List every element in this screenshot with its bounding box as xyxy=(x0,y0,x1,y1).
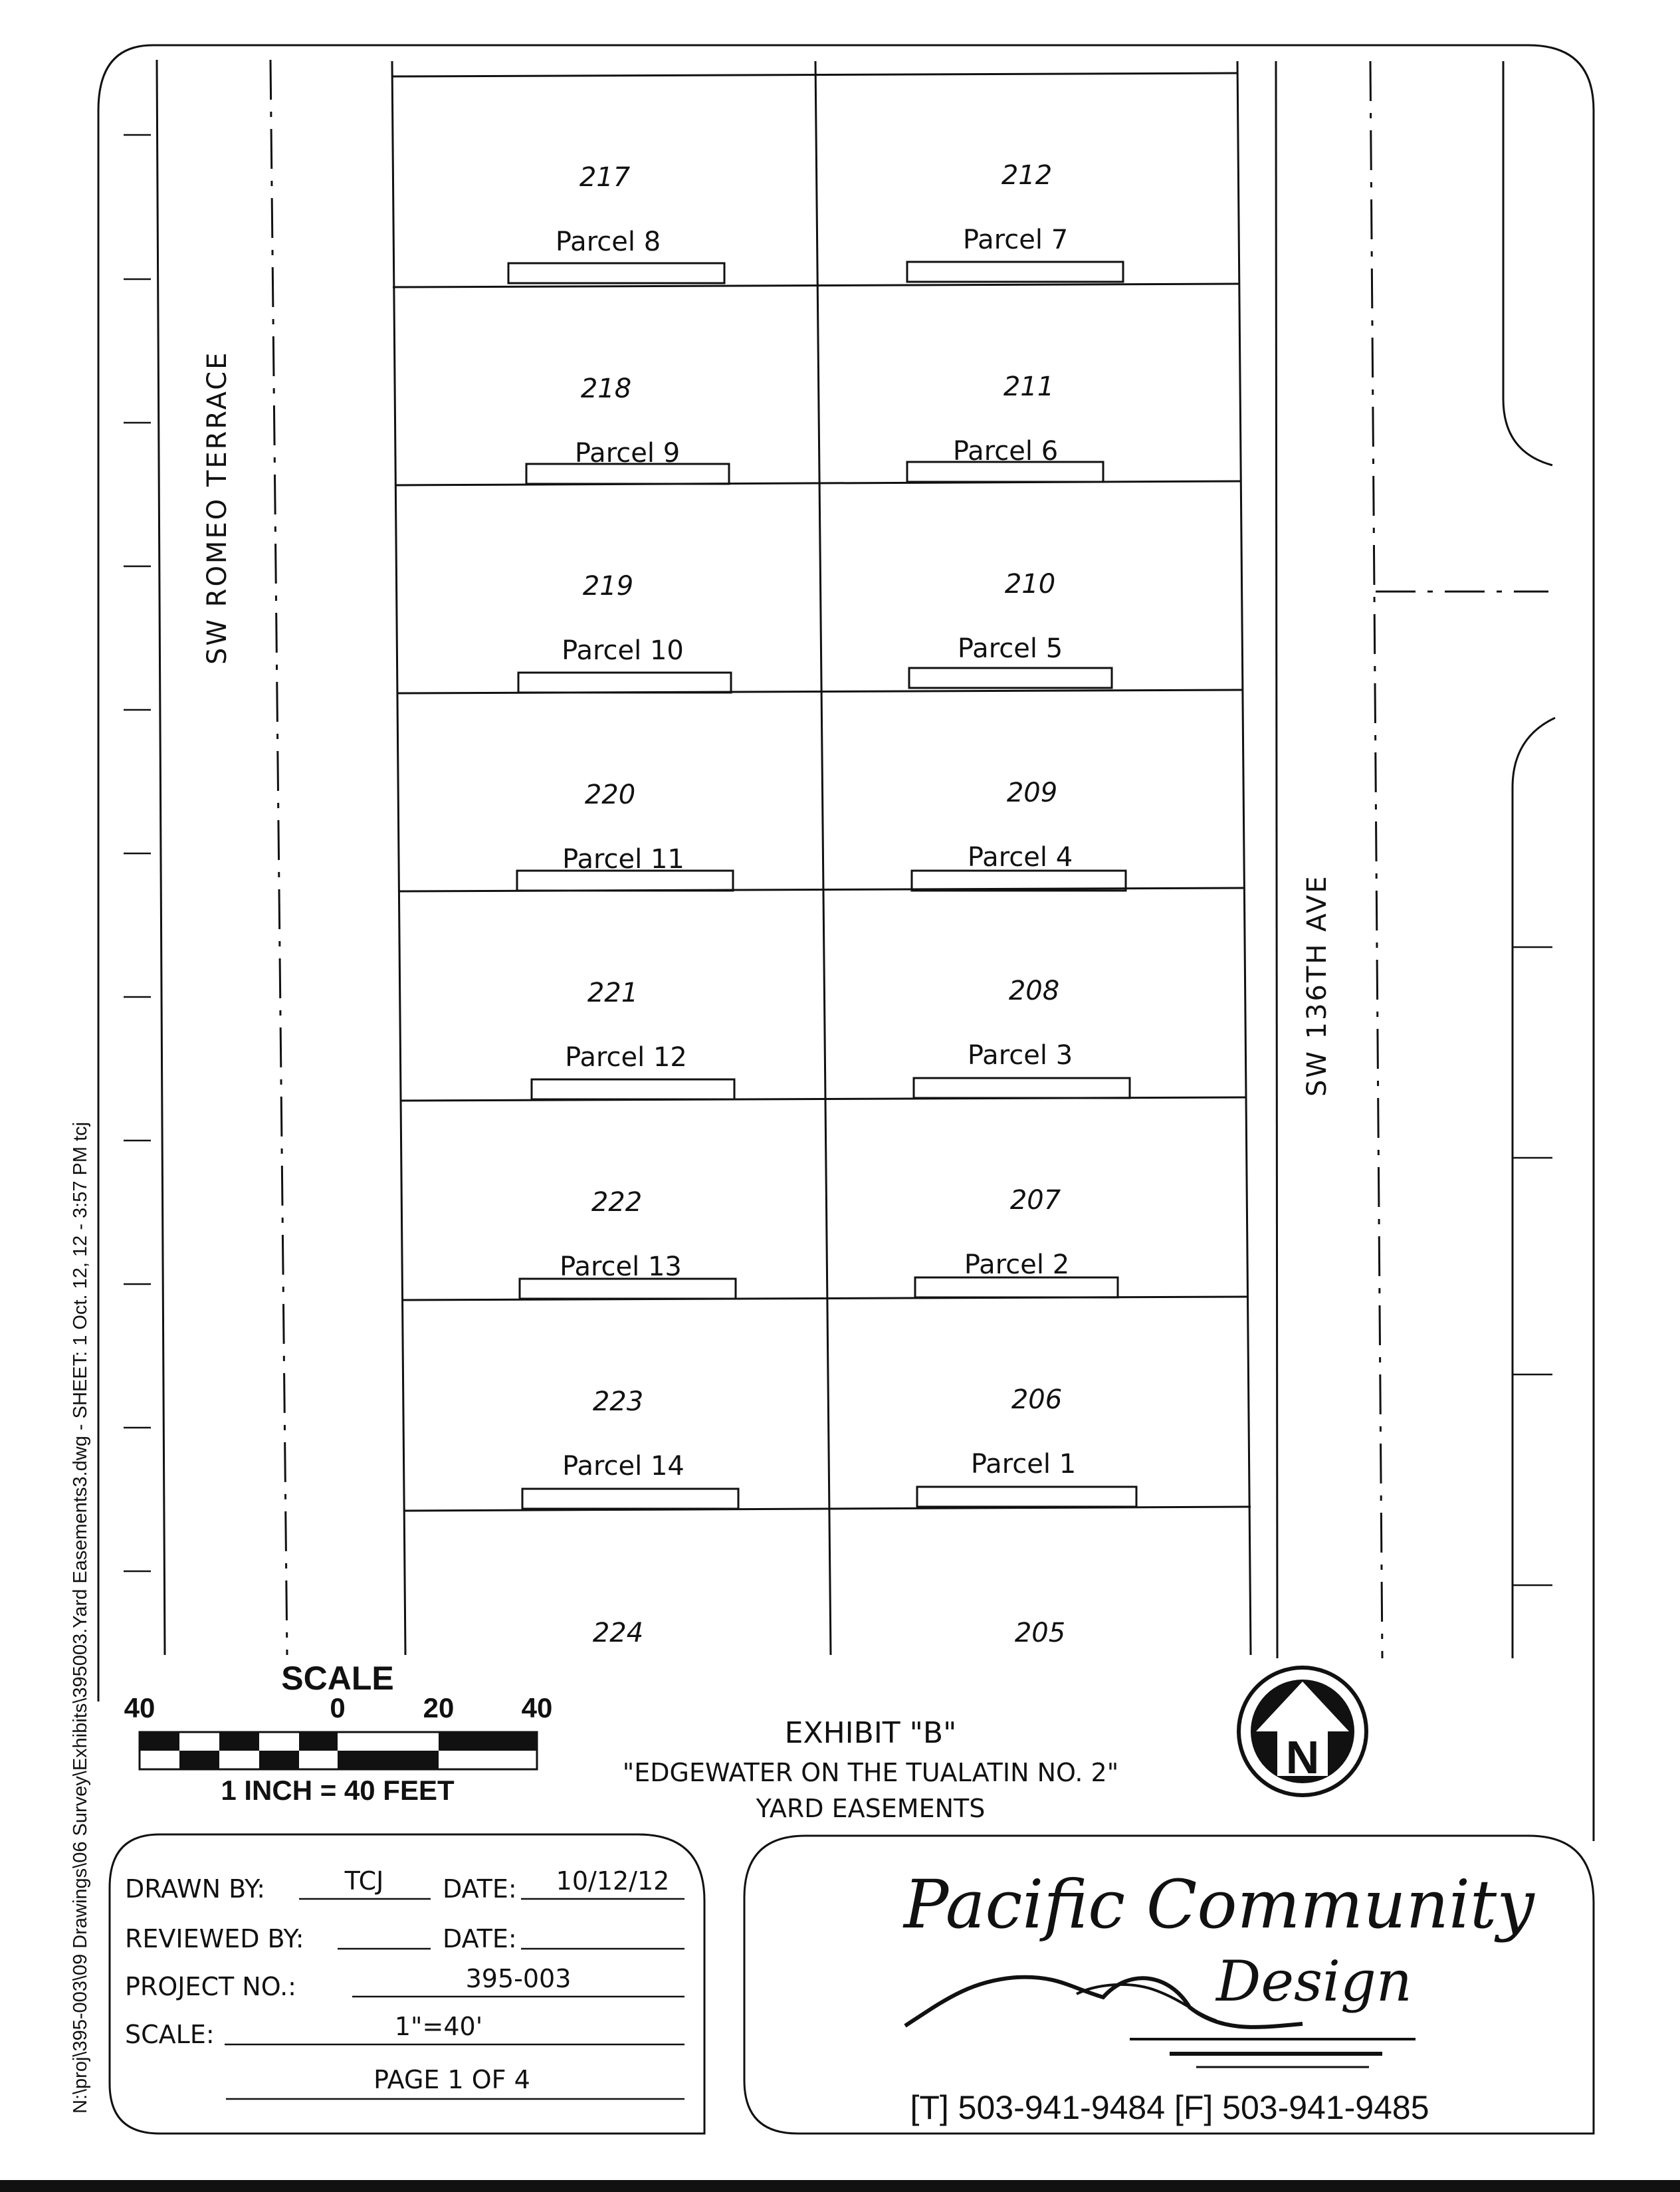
project-no-value: 395-003 xyxy=(465,1964,572,1993)
west-row-line xyxy=(157,60,165,1655)
lot-number-205: 205 xyxy=(1014,1618,1066,1648)
scale-tick-20: 20 xyxy=(423,1692,455,1723)
lot-number-224: 224 xyxy=(592,1618,644,1648)
yard-easement-rect xyxy=(518,673,731,693)
yard-easement-rect xyxy=(508,263,724,283)
company-phone: [T] 503-941-9484 [F] 503-941-9485 xyxy=(910,2089,1429,2126)
yard-easement-rect xyxy=(532,1079,734,1099)
parcel-label: Parcel 7 xyxy=(962,225,1069,255)
yard-easement-rect xyxy=(909,668,1112,688)
block-east-line xyxy=(1237,61,1251,1655)
lot-number: 207 xyxy=(1009,1185,1061,1216)
scale-tick-40-left: 40 xyxy=(124,1692,156,1723)
scale-bar xyxy=(124,1660,553,1806)
drawn-by-value: TCJ xyxy=(344,1866,384,1896)
parcel-label: Parcel 1 xyxy=(970,1449,1077,1480)
east-row-ticks xyxy=(1513,947,1552,1585)
yard-easement-rect xyxy=(907,262,1123,282)
parcel-label: Parcel 10 xyxy=(562,635,684,666)
lot-number: 223 xyxy=(592,1386,644,1417)
scale-label: SCALE: xyxy=(125,2020,215,2049)
street-label-west: SW ROMEO TERRACE xyxy=(202,350,233,665)
exhibit-title: EXHIBIT "B" xyxy=(784,1716,957,1750)
yard-easement-rect xyxy=(915,1277,1118,1297)
date-label: DATE: xyxy=(443,1874,517,1904)
date-value: 10/12/12 xyxy=(556,1866,670,1896)
parcel-label: Parcel 11 xyxy=(562,844,684,875)
lot-number: 217 xyxy=(579,162,631,193)
lot-number: 206 xyxy=(1011,1384,1063,1415)
scale-ratio: 1 INCH = 40 FEET xyxy=(221,1775,455,1806)
lot-number: 211 xyxy=(1003,372,1055,402)
lot-number: 212 xyxy=(1001,160,1053,191)
lot-number: 221 xyxy=(587,978,639,1008)
lot-number: 218 xyxy=(580,374,632,404)
parcel-label: Parcel 13 xyxy=(560,1252,682,1282)
parcel-label: Parcel 12 xyxy=(565,1042,687,1073)
lot-lines xyxy=(393,284,1251,1511)
scale-value: 1"=40' xyxy=(394,2012,483,2041)
north-arrow-icon xyxy=(1239,1668,1366,1795)
exhibit-subtitle: YARD EASEMENTS xyxy=(756,1794,986,1823)
north-letter: N xyxy=(1285,1731,1320,1783)
lot-number: 222 xyxy=(591,1187,643,1218)
east-road-centerline xyxy=(1370,61,1382,1658)
parcel-label: Parcel 3 xyxy=(967,1040,1073,1071)
block-middle-line xyxy=(815,61,831,1655)
page-number: PAGE 1 OF 4 xyxy=(373,2065,530,2094)
parcel-label: Parcel 2 xyxy=(964,1250,1070,1280)
file-path-note: N:\proj\395-003\09 Drawings\06 Survey\Exhibits\395003.Yard Easements3.dwg - SHEET: 1 Oct. 12, 12 - 3:57 PM tcj xyxy=(70,1121,91,2114)
project-no-label: PROJECT NO.: xyxy=(125,1972,296,2001)
scale-tick-0: 0 xyxy=(330,1692,346,1723)
company-name-line1: Pacific Community xyxy=(904,1866,1534,1943)
lot-number: 219 xyxy=(582,571,634,602)
west-row-ticks xyxy=(124,135,151,1571)
yard-easement-rect xyxy=(914,1078,1130,1098)
parcel-label: Parcel 8 xyxy=(555,227,661,257)
reviewed-by-label: REVIEWED BY: xyxy=(125,1924,304,1953)
block-west-line xyxy=(392,61,405,1655)
sheet-border xyxy=(98,45,1594,1841)
bottom-edge-bar xyxy=(0,2180,1680,2192)
east-row-line xyxy=(1276,61,1277,1658)
lot-number: 220 xyxy=(584,780,636,810)
parcel-label: Parcel 4 xyxy=(967,842,1073,873)
lot-number: 208 xyxy=(1008,976,1060,1006)
parcel-label: Parcel 14 xyxy=(562,1451,684,1481)
west-road-centerline xyxy=(270,60,287,1655)
yard-easement-rect xyxy=(917,1487,1136,1507)
date2-label: DATE: xyxy=(443,1924,517,1953)
parcel-label: Parcel 9 xyxy=(574,438,681,469)
yard-easement-rect xyxy=(522,1489,738,1509)
drawn-by-label: DRAWN BY: xyxy=(125,1874,266,1904)
exhibit-subdivision: "EDGEWATER ON THE TUALATIN NO. 2" xyxy=(622,1758,1119,1787)
parcel-label: Parcel 5 xyxy=(957,633,1063,664)
street-label-east: SW 136TH AVE xyxy=(1302,874,1332,1097)
lot-number: 209 xyxy=(1006,778,1058,808)
lot-number: 210 xyxy=(1004,569,1056,600)
scale-tick-40-right: 40 xyxy=(521,1692,553,1723)
parcel-label: Parcel 6 xyxy=(952,436,1059,467)
company-name-line2: Design xyxy=(1216,1949,1412,2014)
east-curb-returns xyxy=(1376,61,1555,1658)
scale-heading: SCALE xyxy=(281,1660,394,1697)
